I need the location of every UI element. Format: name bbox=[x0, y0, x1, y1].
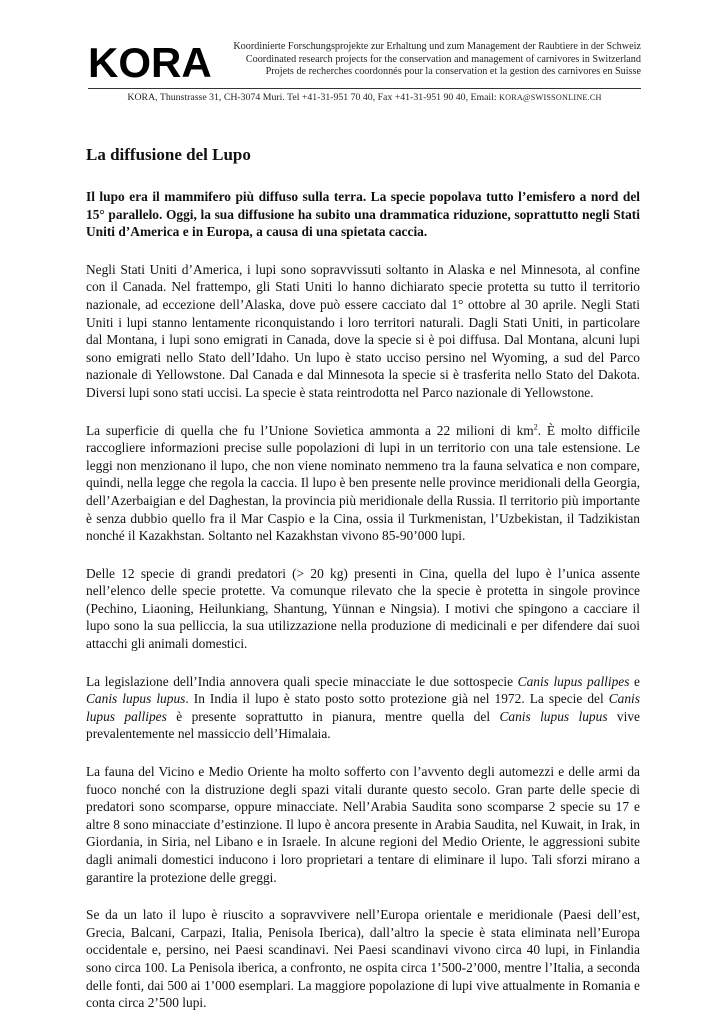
email-link[interactable]: KORA@SWISSONLINE.CH bbox=[499, 93, 602, 102]
letterhead bbox=[88, 38, 641, 86]
contact-address bbox=[88, 92, 641, 104]
description-french: Projets de recherches coordonnés pour la conservation et la gestion des carnivores en Suisse bbox=[265, 66, 641, 77]
paragraph-china: Delle 12 specie di grandi predatori (> 20 kg) presenti in Cina, quella del lupo è l’unica assente nell’elenco delle specie protette. Va comunque rilevato che la specie è protetta in singole province (Pechino, Liaoning, Heilunkiang, Shantung, Yünnan e Ningsia). I motivi che spingono a cacciare il lupo sono la sua pelliccia, la sua utilizzazione nella produzione di medicinali e per difendere dai suoi attacchi gli animali domestici. bbox=[86, 565, 640, 652]
paragraph-europe: Se da un lato il lupo è riuscito a sopravvivere nell’Europa orientale e meridionale (Paesi dell’est, Grecia, Balcani, Carpazi, Italia, Penisola Iberica), dall’altro la specie è stata eliminata nell’Europa occidentale e, persino, nei Paesi scandinavi. Nei Paesi scandinavi vivono circa 40 lupi, in Finlandia sono circa 100. La Penisola iberica, a confronto, ne ospita circa 1’500-2’000, mentre l’Italia, a seconda delle fonti, dai 500 ai 1’000 esemplari. La maggiore popolazione di lupi vive attualmente in Romania e conta circa 2’500 lupi. bbox=[86, 907, 640, 1011]
address-text: KORA, Thunstrasse 31, CH-3074 Muri. Tel +41-31-951 70 40, Fax +41-31-951 90 40, Email: bbox=[127, 92, 500, 103]
species-name-pallipes-2: Canis lupus pallipes bbox=[86, 691, 640, 724]
article-body bbox=[86, 144, 640, 1032]
paragraph-soviet-union-part-2: . È molto difficile raccogliere informazioni precise sulle popolazioni di lupi in un territorio con una tale estensione. Le leggi non menzionano il lupo, che non viene nominato nemmeno tra la fauna selvatica e non compare, quindi, nella legge che regola la caccia. Il lupo è ben presente nelle province meridionali della Georgia, dell’Azerbaigian e del Daghestan, la provincia più meridionale della Russia. Il territorio più importante è senza dubbio quello fra il Mar Caspio e la Cina, ossia il Turkmenistan, l’Uzbekistan, il Tadzikistan nonché il Kazakhstan. Soltanto nel Kazakhstan vivono 85-90’000 lupi. bbox=[86, 422, 640, 544]
paragraph-soviet-union-part-1: La superficie di quella che fu l’Unione Sovietica ammonta a 22 milioni di km bbox=[86, 422, 534, 438]
organization-description bbox=[233, 41, 641, 79]
species-name-pallipes: Canis lupus pallipes bbox=[517, 673, 630, 689]
kora-logo: KORA bbox=[88, 39, 212, 86]
description-english: Coordinated research projects for the conservation and management of carnivores in Switzerland bbox=[245, 53, 641, 65]
paragraph-india bbox=[86, 673, 640, 743]
species-name-lupus-2: Canis lupus lupus bbox=[499, 708, 608, 724]
superscript-squared: 2 bbox=[533, 422, 538, 432]
paragraph-india-part-2: e bbox=[629, 673, 640, 689]
header-divider bbox=[88, 88, 641, 89]
lead-paragraph: Il lupo era il mammifero più diffuso sulla terra. La specie popolava tutto l’emisfero a nord del 15° parallelo. Oggi, la sua diffusione ha subito una drammatica riduzione, soprattutto negli Stati Uniti d’America e in Europa, a causa di una spietata caccia. bbox=[86, 189, 640, 240]
paragraph-india-part-3: . In India il lupo è stato posto sotto protezione già nel 1972. La specie del bbox=[185, 691, 609, 707]
paragraph-middle-east: La fauna del Vicino e Medio Oriente ha molto sofferto con l’avvento degli automezzi e delle armi da fuoco nonché con la distruzione degli spazi vitali durante questo secolo. Gran parte delle specie di predatori sono scomparse, oppure minacciate. Nell’Arabia Saudita sono scomparse 2 specie su 17 e altre 8 sono minacciate d’estinzione. Il lupo è ancora presente in Arabia Saudita, nel Kuwait, in Irak, in Giordania, in Siria, nel Libano e in Israele. In alcune regioni del Medio Oriente, le aggressioni subite dagli animali domestici inducono i loro proprietari a tentare di eliminare il lupo. Tali sforzi mirano a garantire la protezione delle greggi. bbox=[86, 764, 640, 885]
species-name-lupus: Canis lupus lupus bbox=[86, 691, 186, 707]
paragraph-india-part-4: è presente soprattutto in pianura, mentre quella del bbox=[166, 708, 500, 724]
paragraph-usa: Negli Stati Uniti d’America, i lupi sono sopravvissuti soltanto in Alaska e nel Minnesota, al confine con il Canada. Nel frattempo, gli Stati Uniti lo hanno dichiarato specie protetta su tutto il territorio nazionale, ad eccezione dell’Alaska, dove può essere cacciato dal 1° ottobre al 30 aprile. Negli Stati Uniti i lupi stanno lentamente riconquistando i loro territori naturali. Dagli Stati Uniti, in particolare dal Montana, i lupi sono emigrati in Canada, dove la specie si è poi diffusa. Dal Montana, alcuni lupi sono emigrati nello Stato dell’Idaho. Un lupo è stato ucciso persino nel Wyoming, a sud del Parco nazionale di Yellowstone. Dal Canada e dal Minnesota la specie si è trasferita nello Stato del Dakota. Diversi lupi sono stati uccisi. La specie è stata reintrodotta nel Parco nazionale di Yellowstone. bbox=[86, 261, 640, 400]
paragraph-india-part-1: La legislazione dell’India annovera quali specie minacciate le due sottospecie bbox=[86, 673, 518, 689]
article-title: La diffusione del Lupo bbox=[86, 145, 251, 164]
paragraph-india-part-5: vive prevalentemente nel massiccio dell’Himalaia. bbox=[86, 708, 640, 742]
description-german: Koordinierte Forschungsprojekte zur Erhaltung und zum Management der Raubtiere in der Schweiz bbox=[233, 41, 641, 52]
paragraph-soviet-union bbox=[86, 422, 640, 545]
